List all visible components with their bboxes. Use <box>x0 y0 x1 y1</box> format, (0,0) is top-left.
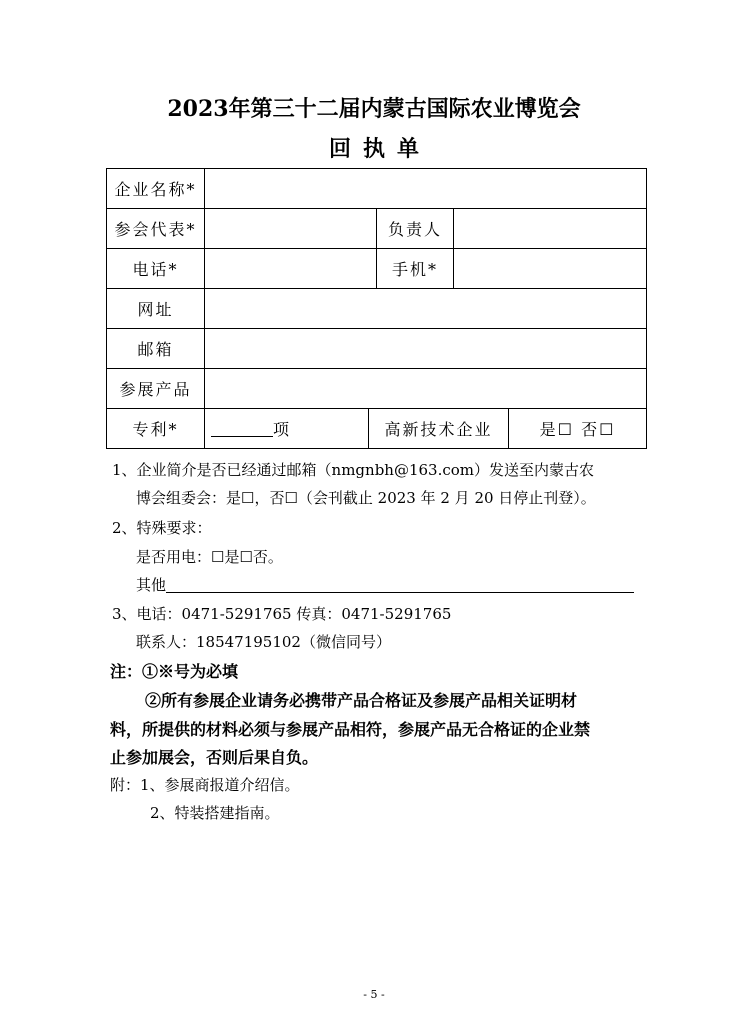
email-label: 邮箱 <box>107 329 205 369</box>
products-label: 参展产品 <box>107 369 205 409</box>
row-email <box>107 329 647 369</box>
hightech-label: 高新技术企业 <box>369 409 509 449</box>
receipt-form-table <box>106 168 647 449</box>
row-delegate <box>107 209 647 249</box>
person-in-charge-label: 负责人 <box>377 209 454 249</box>
note-2-title: 2、特殊要求： <box>112 519 212 537</box>
note-1-line-2: 博会组委会：是☐，否☐（会刊截止 2023 年 2 月 20 日停止刊登）。 <box>136 489 596 507</box>
note-2-power: 是否用电：☐是☐否。 <box>136 548 283 566</box>
note-2-other-blank[interactable] <box>166 577 634 593</box>
row-phone <box>107 249 647 289</box>
row-company-name <box>107 169 647 209</box>
hightech-options[interactable]: 是☐ 否☐ <box>509 409 647 449</box>
person-in-charge-field[interactable] <box>454 209 647 249</box>
patent-unit: 项 <box>273 420 290 439</box>
page-number: - 5 - <box>363 988 385 1001</box>
phone-field[interactable] <box>205 249 377 289</box>
note-2-other-label: 其他 <box>136 576 167 594</box>
note-2-other <box>136 574 634 595</box>
row-website <box>107 289 647 329</box>
company-name-field[interactable] <box>205 169 647 209</box>
email-field[interactable] <box>205 329 647 369</box>
attachment-2: 2、特装搭建指南。 <box>150 804 280 822</box>
mobile-label: 手机* <box>377 249 454 289</box>
note-1-line-1: 1、企业简介是否已经通过邮箱（nmgnbh@163.com）发送至内蒙古农 <box>112 461 595 479</box>
patent-label: 专利* <box>107 409 205 449</box>
delegate-field[interactable] <box>205 209 377 249</box>
patent-count-cell[interactable] <box>205 409 369 449</box>
page-title: 2023年第三十二届内蒙古国际农业博览会 <box>167 96 581 122</box>
products-field[interactable] <box>205 369 647 409</box>
phone-label: 电话* <box>107 249 205 289</box>
delegate-label: 参会代表* <box>107 209 205 249</box>
website-label: 网址 <box>107 289 205 329</box>
patent-count-blank[interactable] <box>211 420 273 437</box>
page-subtitle: 回执单 <box>328 136 431 162</box>
mobile-field[interactable] <box>454 249 647 289</box>
row-products <box>107 369 647 409</box>
remark-2-line-1: ②所有参展企业请务必携带产品合格证及参展产品相关证明材 <box>145 691 578 710</box>
note-3-line-1: 3、电话：0471-5291765 传真：0471-5291765 <box>112 605 452 623</box>
remark-2-line-3: 止参加展会，否则后果自负。 <box>110 748 319 767</box>
company-name-label: 企业名称* <box>107 169 205 209</box>
note-3-line-2: 联系人：18547195102（微信同号） <box>136 633 391 651</box>
remark-1: 注：①※号为必填 <box>110 662 239 681</box>
remark-2-line-2: 料，所提供的材料必须与参展产品相符，参展产品无合格证的企业禁 <box>110 720 591 739</box>
website-field[interactable] <box>205 289 647 329</box>
attachment-1: 附：1、参展商报道介绍信。 <box>110 776 300 794</box>
row-patent <box>107 409 647 449</box>
